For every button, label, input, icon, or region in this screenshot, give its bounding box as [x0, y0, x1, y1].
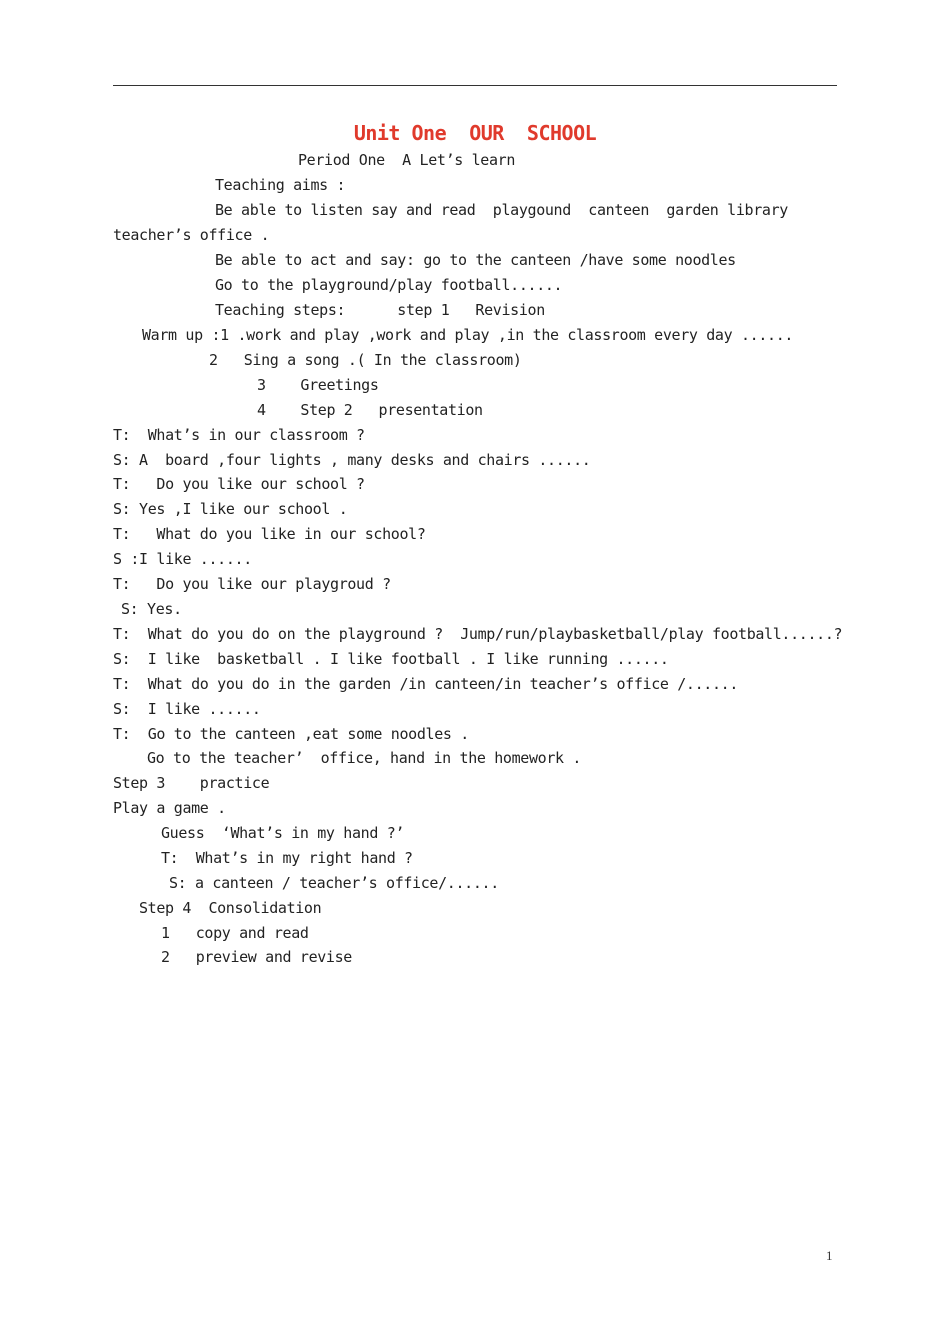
subtitle-period: Period One A Let’s learn [298, 151, 516, 169]
dialogue-line: S: a canteen / teacher’s office/...... [169, 874, 499, 892]
header-rule [113, 85, 837, 86]
dialogue-line: S: I like basketball . I like football . I like running ...... [113, 650, 669, 668]
text-line: Teaching steps: step 1 Revision [215, 301, 545, 319]
text-line: Warm up :1 .work and play ,work and play ,in the classroom every day ...... [142, 326, 794, 344]
step-heading: Step 4 Consolidation [139, 899, 322, 917]
text-line: Teaching aims : [215, 176, 346, 194]
dialogue-line: S: Yes. [121, 600, 182, 618]
dialogue-line: S :I like ...... [113, 550, 252, 568]
page-number: 1 [826, 1248, 833, 1263]
text-line: Be able to listen say and read playgound canteen garden library [215, 201, 788, 219]
text-line: 3 Greetings [257, 376, 379, 394]
dialogue-line: T: What’s in our classroom ? [113, 426, 365, 444]
dialogue-line: S: A board ,four lights , many desks and chairs ...... [113, 451, 591, 469]
text-line: teacher’s office . [113, 226, 270, 244]
document-title: Unit One OUR SCHOOL [353, 121, 597, 145]
text-line: Play a game . [113, 799, 226, 817]
dialogue-line: T: Do you like our playgroud ? [113, 575, 391, 593]
text-line: Be able to act and say: go to the canteen /have some noodles [215, 251, 736, 269]
text-line: Guess ‘What’s in my hand ?’ [161, 824, 405, 842]
dialogue-line: S: I like ...... [113, 700, 261, 718]
dialogue-line: T: Do you like our school ? [113, 475, 365, 493]
text-line: 2 Sing a song .( In the classroom) [209, 351, 522, 369]
dialogue-line: T: What do you like in our school? [113, 525, 426, 543]
text-line: Go to the playground/play football...... [215, 276, 563, 294]
dialogue-line: Go to the teacher’ office, hand in the homework . [147, 749, 582, 767]
dialogue-line: T: What do you do in the garden /in canteen/in teacher’s office /...... [113, 675, 739, 693]
dialogue-line: T: What do you do on the playground ? Jump/run/playbasketball/play football......? [113, 625, 843, 643]
step-heading: Step 3 practice [113, 774, 270, 792]
dialogue-line: T: What’s in my right hand ? [161, 849, 413, 867]
list-item: 1 copy and read [161, 924, 309, 942]
list-item: 2 preview and revise [161, 948, 352, 966]
dialogue-line: T: Go to the canteen ,eat some noodles . [113, 725, 469, 743]
text-line: 4 Step 2 presentation [257, 401, 483, 419]
dialogue-line: S: Yes ,I like our school . [113, 500, 348, 518]
